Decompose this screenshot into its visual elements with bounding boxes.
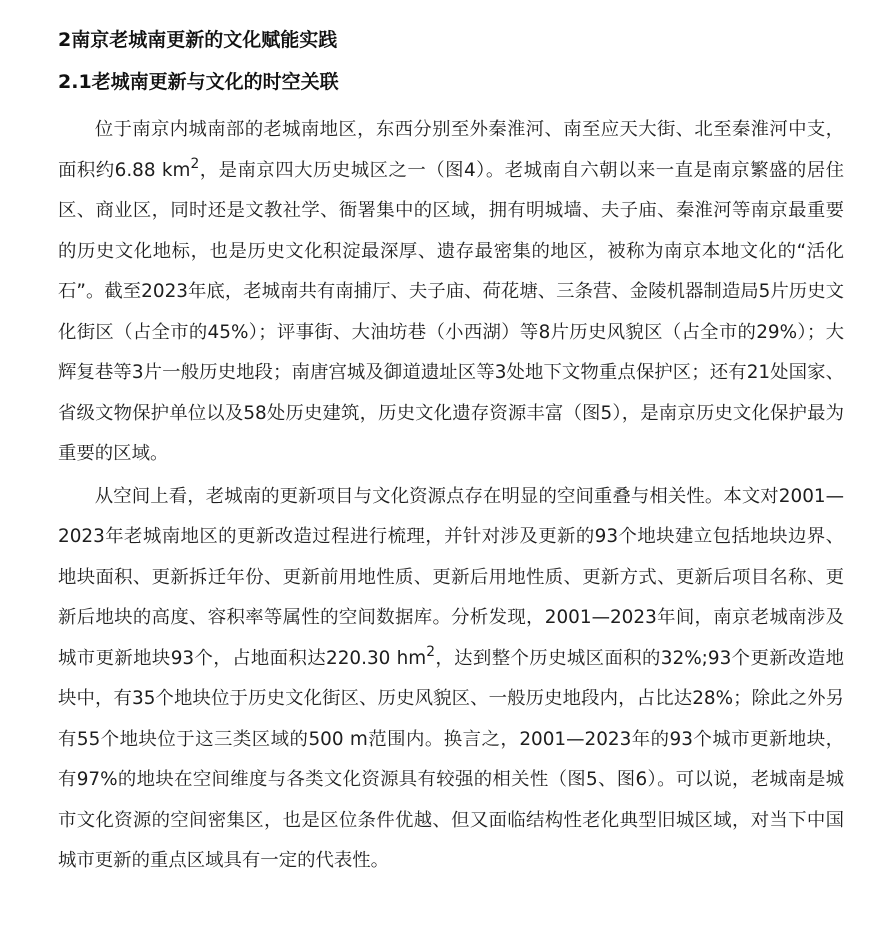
subsection-heading: 2.1老城南更新与文化的时空关联 (58, 71, 339, 93)
paragraph-spatial-analysis (58, 477, 844, 882)
paragraph2-text-part1: 从空间上看，老城南的更新项目与文化资源点存在明显的空间重叠与相关性。本文对2001—2023年老城南地区的更新改造过程进行梳理，并针对涉及更新的93个地块建立包括地块边界、地块面积、更新拆迁年份、更新前用地性质、更新后用地性质、更新方式、更新后项目名称、更新后地块的高度、容积率等属性的空间数据库。分析发现，2001—2023年间，南京老城南涉及城市更新地块93个，占地面积达220.30 hm (58, 485, 844, 669)
paragraph-location-overview (58, 110, 844, 475)
paragraph2-text-part2: ，达到整个历史城区面积的32%;93个更新改造地块中，有35个地块位于历史文化街区、历史风貌区、一般历史地段内，占比达28%；除此之外另有55个地块位于这三类区域的500 m范围内。换言之，2001—2023年的93个城市更新地块，有97%的地块在空间维度与各类文化资源具有较强的相关性（图5、图6）。可以说，老城南是城市文化资源的空间密集区，也是区位条件优越、但又面临结构性老化典型旧城区域，对当下中国城市更新的重点区域具有一定的代表性。 (58, 647, 844, 871)
area-unit-superscript: 2 (190, 155, 200, 172)
section-heading: 2南京老城南更新的文化赋能实践 (58, 29, 338, 51)
hectare-unit-superscript: 2 (426, 643, 435, 660)
document-page (58, 26, 844, 882)
paragraph1-text-part2: ，是南京四大历史城区之一（图4）。老城南自六朝以来一直是南京繁盛的居住区、商业区，同时还是文教社学、衙署集中的区域，拥有明城墙、夫子庙、秦淮河等南京最重要的历史文化地标，也是历史文化积淀最深厚、遗存最密集的地区，被称为南京本地文化的“活化石”。截至2023年底，老城南共有南捕厅、夫子庙、荷花塘、三条营、金陵机器制造局5片历史文化街区（占全市的45%）；评事街、大油坊巷（小西湖）等8片历史风貌区（占全市的29%）；大辉复巷等3片一般历史地段；南唐宫城及御道遗址区等3处地下文物重点保护区；还有21处国家、省级文物保护单位以及58处历史建筑，历史文化遗存资源丰富（图5），是南京历史文化保护最为重要的区域。 (58, 159, 844, 464)
paragraph1-text-part1: 位于南京内城南部的老城南地区，东西分别至外秦淮河、南至应天大街、北至秦淮河中支，面积约6.88 km (58, 119, 844, 181)
